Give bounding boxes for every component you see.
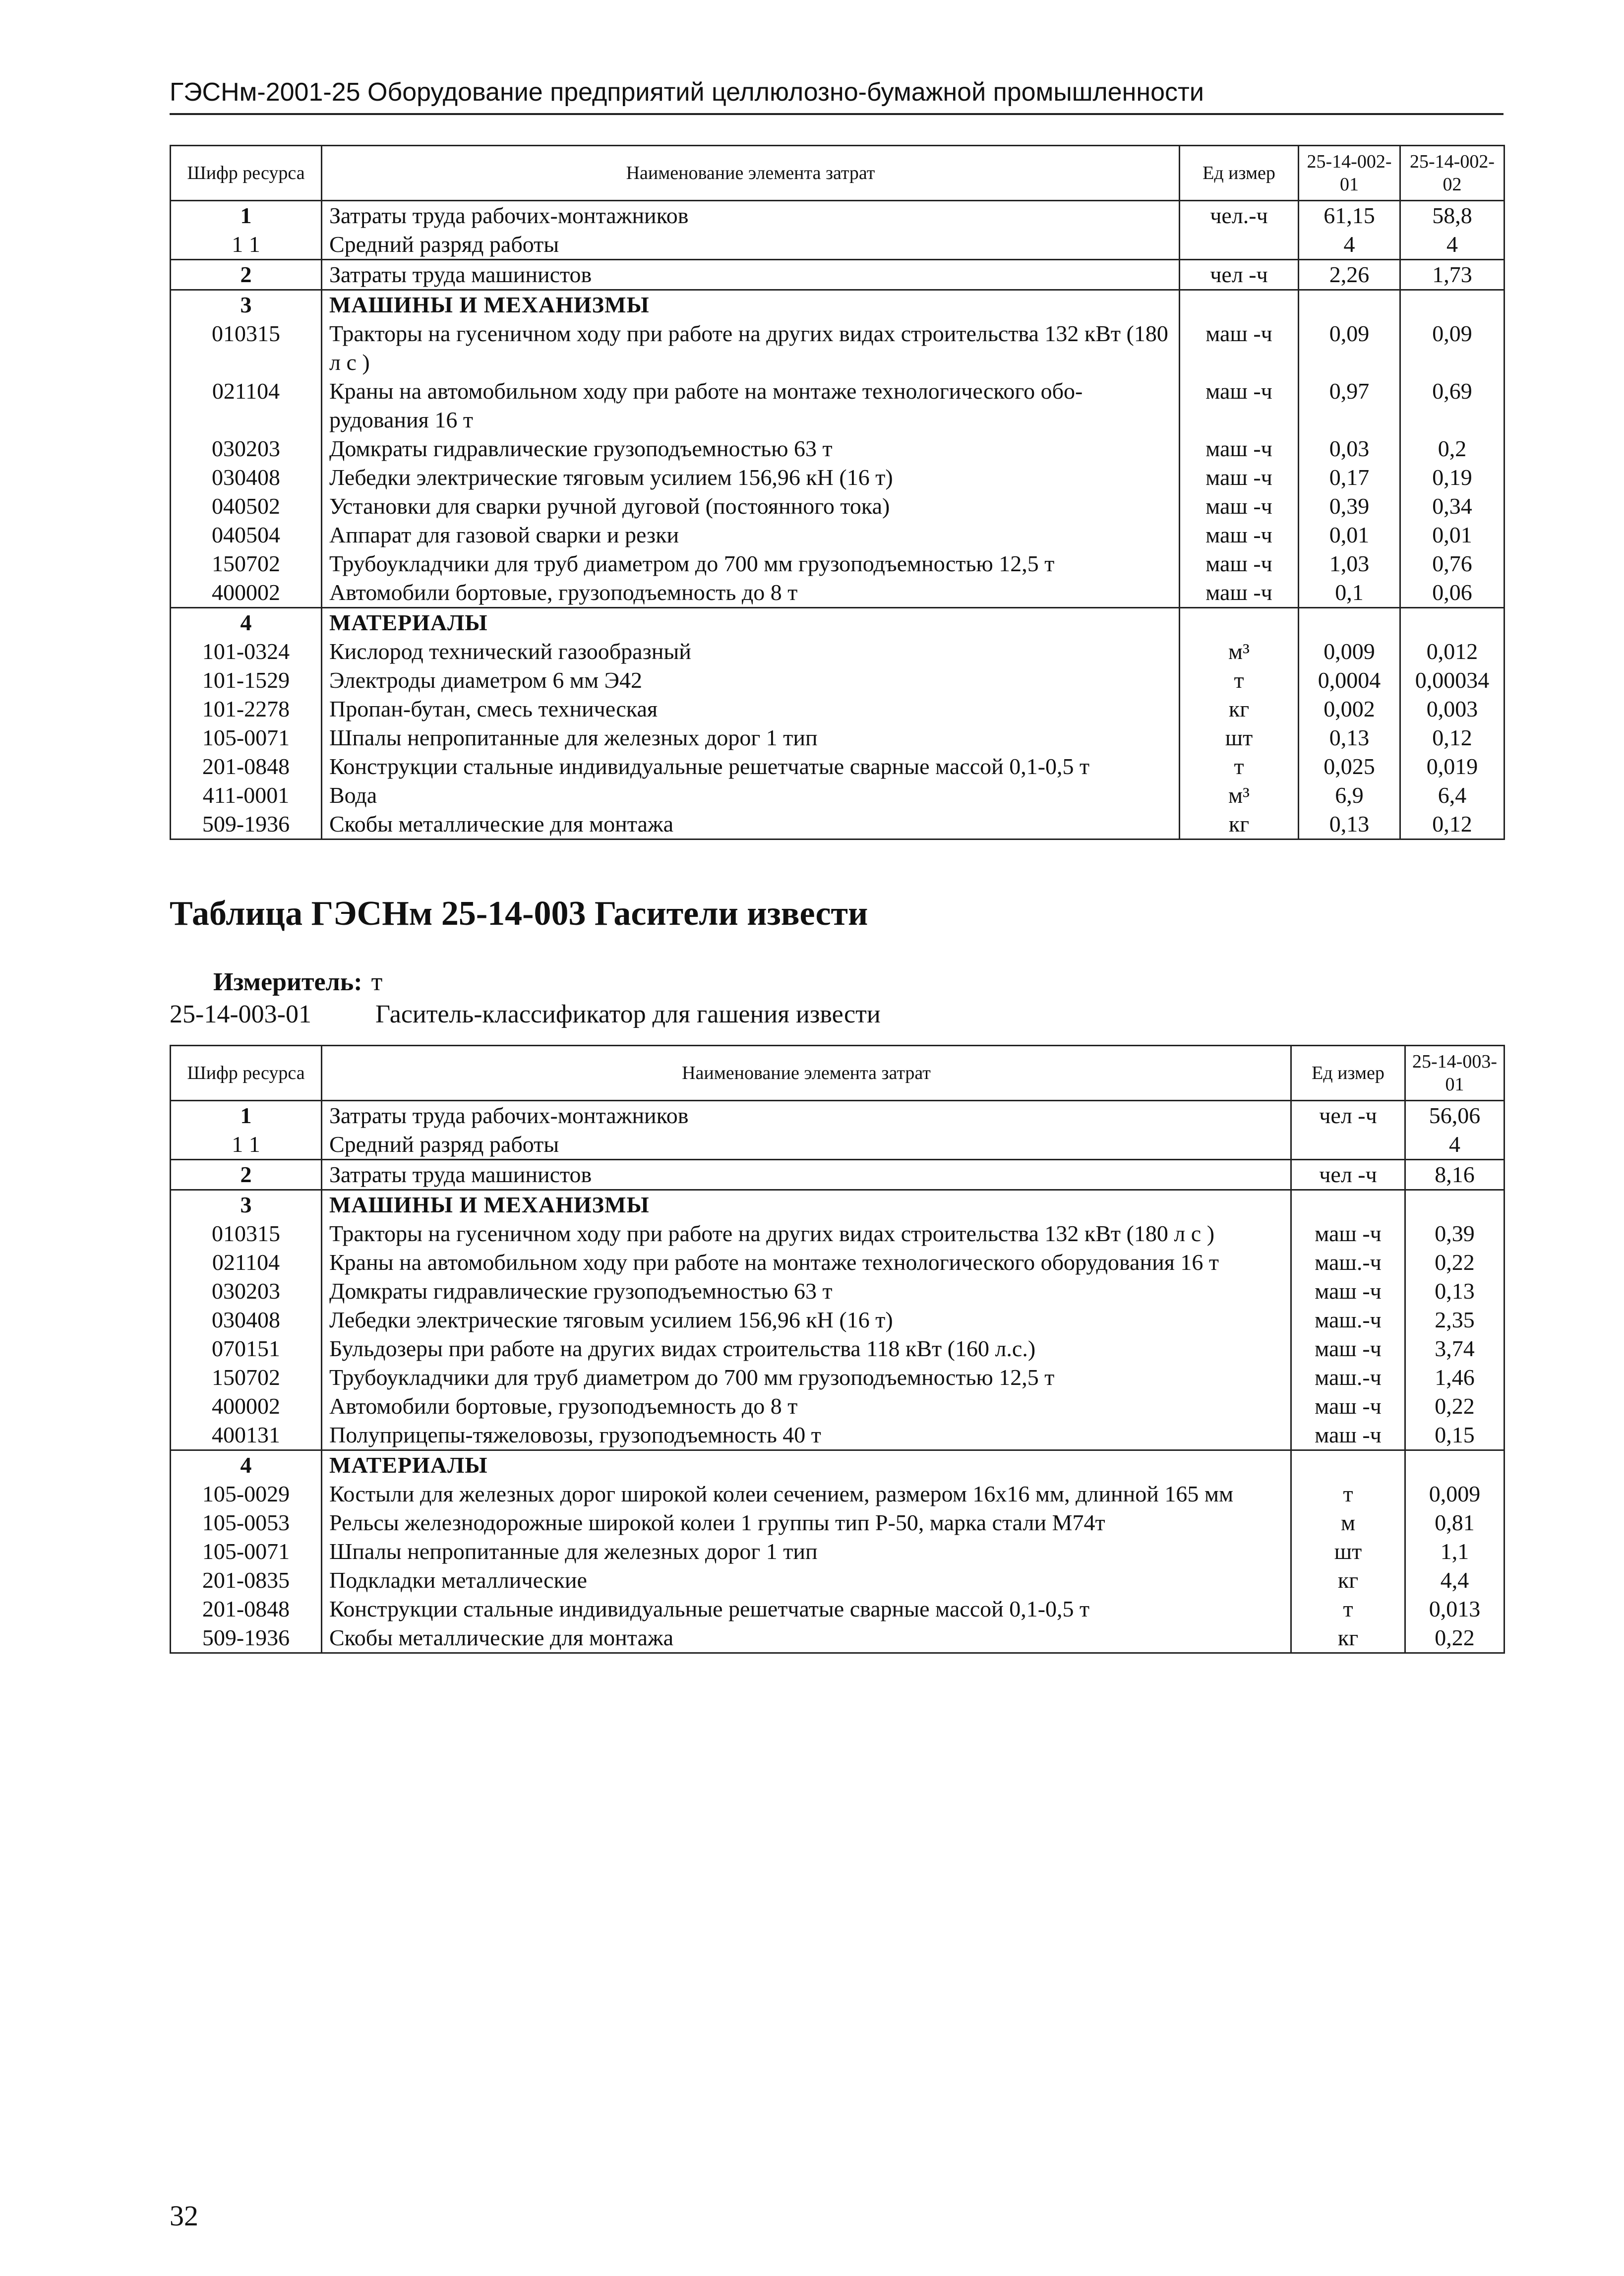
table-row <box>171 1450 1504 1480</box>
cell-value-1: 0,013 <box>1405 1595 1504 1623</box>
cell-unit: маш -ч <box>1180 463 1299 492</box>
cell-unit: т <box>1180 752 1299 781</box>
cell-unit <box>1180 608 1299 638</box>
cell-value-1: 4,4 <box>1405 1566 1504 1595</box>
cell-name: Конструкции стальные индивидуальные решетчатые сварные массой 0,1-0,5 т <box>322 1595 1291 1623</box>
column-header-code: Шифр ресурса <box>171 1046 322 1101</box>
cell-name: Затраты труда рабочих-монтажников <box>322 201 1180 231</box>
meter-value: т <box>371 968 383 996</box>
cell-value-1 <box>1299 608 1400 638</box>
position-line <box>170 1002 881 1027</box>
cell-value-1: 0,22 <box>1405 1623 1504 1653</box>
column-header-unit: Ед измер <box>1291 1046 1405 1101</box>
cell-name: Кислород технический газообразный <box>322 637 1180 666</box>
cell-code: 2 <box>171 1160 322 1190</box>
page-number: 32 <box>170 2200 198 2232</box>
cell-code: 3 <box>171 1190 322 1220</box>
cell-name: Краны на автомобильном ходу при работе на монтаже технологического обо-рудования 16 т <box>322 377 1180 434</box>
table-row <box>171 1595 1504 1623</box>
table-row <box>171 1190 1504 1220</box>
cell-value-1: 0,01 <box>1299 521 1400 549</box>
cell-code: 010315 <box>171 319 322 377</box>
cell-value-1: 0,81 <box>1405 1508 1504 1537</box>
cell-value-2: 0,12 <box>1400 723 1504 752</box>
cell-code: 105-0053 <box>171 1508 322 1537</box>
cell-code: 201-0835 <box>171 1566 322 1595</box>
cell-code: 101-1529 <box>171 666 322 695</box>
cell-value-2: 0,76 <box>1400 549 1504 578</box>
cell-name: Шпалы непропитанные для железных дорог 1 тип <box>322 1537 1291 1566</box>
cell-name: Костыли для железных дорог широкой колеи сечением, размером 16х16 мм, длинной 165 мм <box>322 1480 1291 1508</box>
table-row <box>171 521 1504 549</box>
cell-name: Домкраты гидравлические грузоподъемностью 63 т <box>322 434 1180 463</box>
cell-code: 030408 <box>171 1306 322 1334</box>
cell-name: Автомобили бортовые, грузоподъемность до 8 т <box>322 578 1180 608</box>
cell-name: Лебедки электрические тяговым усилием 156,96 кН (16 т) <box>322 463 1180 492</box>
table-row <box>171 1623 1504 1653</box>
cell-code: 400002 <box>171 1392 322 1421</box>
cell-code: 150702 <box>171 1363 322 1392</box>
table-row <box>171 695 1504 723</box>
cell-value-1: 0,13 <box>1299 810 1400 839</box>
cell-name: Тракторы на гусеничном ходу при работе на других видах строительства 132 кВт (180 л с ) <box>322 1219 1291 1248</box>
table-row <box>171 319 1504 377</box>
table-row <box>171 1508 1504 1537</box>
cell-unit: маш -ч <box>1291 1392 1405 1421</box>
cell-unit: маш -ч <box>1180 434 1299 463</box>
cell-name: Пропан-бутан, смесь техническая <box>322 695 1180 723</box>
cell-unit: маш -ч <box>1180 319 1299 377</box>
cell-unit: т <box>1291 1595 1405 1623</box>
table-body <box>171 201 1504 839</box>
cell-name: МАШИНЫ И МЕХАНИЗМЫ <box>322 290 1180 320</box>
cell-code: 1 1 <box>171 230 322 260</box>
table-row <box>171 1248 1504 1277</box>
cell-name: Автомобили бортовые, грузоподъемность до 8 т <box>322 1392 1291 1421</box>
cell-unit <box>1180 290 1299 320</box>
cell-name: Затраты труда рабочих-монтажников <box>322 1101 1291 1131</box>
position-name: Гаситель-классификатор для гашения извести <box>375 1000 881 1028</box>
cell-unit: т <box>1180 666 1299 695</box>
cell-value-2: 0,12 <box>1400 810 1504 839</box>
cell-code: 105-0029 <box>171 1480 322 1508</box>
column-header-position-1: 25-14-002-01 <box>1299 146 1400 201</box>
cell-value-1: 2,26 <box>1299 260 1400 290</box>
cell-unit: м <box>1291 1508 1405 1537</box>
cell-name: Трубоукладчики для труб диаметром до 700 мм грузоподъемностью 12,5 т <box>322 549 1180 578</box>
cell-unit: маш.-ч <box>1291 1248 1405 1277</box>
table-row <box>171 1363 1504 1392</box>
cell-value-2: 0,2 <box>1400 434 1504 463</box>
table-row <box>171 1392 1504 1421</box>
table-row <box>171 810 1504 839</box>
cell-value-2: 58,8 <box>1400 201 1504 231</box>
table-header-row <box>171 1046 1504 1101</box>
cell-code: 101-0324 <box>171 637 322 666</box>
cell-value-1 <box>1299 290 1400 320</box>
table-row <box>171 1480 1504 1508</box>
cell-unit: кг <box>1180 695 1299 723</box>
cell-unit: маш -ч <box>1180 492 1299 521</box>
cell-name: Средний разряд работы <box>322 1130 1291 1160</box>
cell-code: 030203 <box>171 434 322 463</box>
cell-value-1: 0,13 <box>1405 1277 1504 1306</box>
cell-name: МАТЕРИАЛЫ <box>322 1450 1291 1480</box>
table-title: Таблица ГЭСНм 25-14-003 Гасители извести <box>170 895 868 933</box>
table-row <box>171 637 1504 666</box>
cell-unit: кг <box>1180 810 1299 839</box>
cell-unit: шт <box>1291 1537 1405 1566</box>
cell-value-2: 0,19 <box>1400 463 1504 492</box>
cell-value-2: 0,01 <box>1400 521 1504 549</box>
cell-code: 030203 <box>171 1277 322 1306</box>
cell-code: 150702 <box>171 549 322 578</box>
table-row <box>171 1537 1504 1566</box>
cell-name: Бульдозеры при работе на других видах строительства 118 кВт (160 л.с.) <box>322 1334 1291 1363</box>
table-row <box>171 1421 1504 1450</box>
cell-unit: маш.-ч <box>1291 1306 1405 1334</box>
cell-code: 4 <box>171 608 322 638</box>
meter-line <box>213 969 382 995</box>
cell-unit: маш -ч <box>1291 1334 1405 1363</box>
cell-code: 021104 <box>171 377 322 434</box>
cell-value-2 <box>1400 608 1504 638</box>
cell-code: 1 1 <box>171 1130 322 1160</box>
cell-value-1 <box>1405 1190 1504 1220</box>
cell-value-1: 1,1 <box>1405 1537 1504 1566</box>
cell-value-1: 0,13 <box>1299 723 1400 752</box>
cell-name: Конструкции стальные индивидуальные решетчатые сварные массой 0,1-0,5 т <box>322 752 1180 781</box>
cell-unit <box>1291 1130 1405 1160</box>
cell-value-1: 6,9 <box>1299 781 1400 810</box>
cell-name: Шпалы непропитанные для железных дорог 1 тип <box>322 723 1180 752</box>
table-row <box>171 1334 1504 1363</box>
cell-unit: маш -ч <box>1291 1421 1405 1450</box>
cell-name: Домкраты гидравлические грузоподъемностью 63 т <box>322 1277 1291 1306</box>
cell-value-2: 1,73 <box>1400 260 1504 290</box>
cell-value-1: 0,22 <box>1405 1248 1504 1277</box>
cell-code: 040502 <box>171 492 322 521</box>
cell-value-2: 0,09 <box>1400 319 1504 377</box>
cell-unit: шт <box>1180 723 1299 752</box>
cell-unit: маш -ч <box>1180 549 1299 578</box>
cell-unit <box>1180 230 1299 260</box>
cell-name: Трубоукладчики для труб диаметром до 700 мм грузоподъемностью 12,5 т <box>322 1363 1291 1392</box>
cell-value-1: 61,15 <box>1299 201 1400 231</box>
cell-value-1: 0,97 <box>1299 377 1400 434</box>
cell-value-1: 2,35 <box>1405 1306 1504 1334</box>
cell-unit: м³ <box>1180 637 1299 666</box>
cell-value-1: 0,1 <box>1299 578 1400 608</box>
column-header-name: Наименование элемента затрат <box>322 146 1180 201</box>
cell-name: Электроды диаметром 6 мм Э42 <box>322 666 1180 695</box>
resource-table-25-14-003 <box>170 1045 1505 1654</box>
table-row <box>171 608 1504 638</box>
table-row <box>171 463 1504 492</box>
table-row <box>171 201 1504 231</box>
cell-value-2: 0,00034 <box>1400 666 1504 695</box>
cell-code: 105-0071 <box>171 1537 322 1566</box>
table-row <box>171 1219 1504 1248</box>
cell-value-1: 4 <box>1299 230 1400 260</box>
cell-value-2: 0,06 <box>1400 578 1504 608</box>
cell-value-2: 0,012 <box>1400 637 1504 666</box>
cell-value-2: 0,019 <box>1400 752 1504 781</box>
cell-unit: маш -ч <box>1180 521 1299 549</box>
cell-unit: кг <box>1291 1566 1405 1595</box>
table-row <box>171 290 1504 320</box>
table-row <box>171 1101 1504 1131</box>
cell-code: 101-2278 <box>171 695 322 723</box>
cell-name: МАТЕРИАЛЫ <box>322 608 1180 638</box>
cell-value-1: 0,39 <box>1405 1219 1504 1248</box>
cell-name: Вода <box>322 781 1180 810</box>
resource-table-25-14-002 <box>170 145 1505 840</box>
cell-code: 411-0001 <box>171 781 322 810</box>
cell-unit <box>1291 1450 1405 1480</box>
cell-name: Скобы металлические для монтажа <box>322 810 1180 839</box>
cell-name: Установки для сварки ручной дуговой (постоянного тока) <box>322 492 1180 521</box>
cell-code: 201-0848 <box>171 752 322 781</box>
cell-unit: маш -ч <box>1291 1277 1405 1306</box>
cell-value-2: 4 <box>1400 230 1504 260</box>
cell-value-1: 0,09 <box>1299 319 1400 377</box>
cell-value-1: 0,009 <box>1405 1480 1504 1508</box>
cell-unit: кг <box>1291 1623 1405 1653</box>
table-row <box>171 723 1504 752</box>
cell-value-2: 0,69 <box>1400 377 1504 434</box>
table-row <box>171 549 1504 578</box>
cell-name: Полуприцепы-тяжеловозы, грузоподъемность 40 т <box>322 1421 1291 1450</box>
cell-code: 4 <box>171 1450 322 1480</box>
cell-value-1: 0,39 <box>1299 492 1400 521</box>
column-header-position-2: 25-14-002-02 <box>1400 146 1504 201</box>
cell-value-1: 0,0004 <box>1299 666 1400 695</box>
cell-name: Тракторы на гусеничном ходу при работе на других видах строительства 132 кВт (180 л с ) <box>322 319 1180 377</box>
cell-name: Затраты труда машинистов <box>322 1160 1291 1190</box>
cell-name: Рельсы железнодорожные широкой колеи 1 группы тип Р-50, марка стали М74т <box>322 1508 1291 1537</box>
cell-value-1: 0,15 <box>1405 1421 1504 1450</box>
cell-code: 1 <box>171 201 322 231</box>
cell-value-1: 0,009 <box>1299 637 1400 666</box>
cell-value-2: 6,4 <box>1400 781 1504 810</box>
cell-value-1: 0,002 <box>1299 695 1400 723</box>
cell-name: МАШИНЫ И МЕХАНИЗМЫ <box>322 1190 1291 1220</box>
column-header-code: Шифр ресурса <box>171 146 322 201</box>
table-row <box>171 752 1504 781</box>
column-header-name: Наименование элемента затрат <box>322 1046 1291 1101</box>
column-header-position-1: 25-14-003-01 <box>1405 1046 1504 1101</box>
cell-name: Лебедки электрические тяговым усилием 156,96 кН (16 т) <box>322 1306 1291 1334</box>
cell-value-1: 56,06 <box>1405 1101 1504 1131</box>
cell-unit <box>1291 1190 1405 1220</box>
cell-value-1: 4 <box>1405 1130 1504 1160</box>
cell-unit: чел -ч <box>1291 1101 1405 1131</box>
table-row <box>171 1277 1504 1306</box>
table-body <box>171 1101 1504 1653</box>
table-row <box>171 1160 1504 1190</box>
table-row <box>171 578 1504 608</box>
cell-code: 400002 <box>171 578 322 608</box>
cell-code: 030408 <box>171 463 322 492</box>
cell-name: Скобы металлические для монтажа <box>322 1623 1291 1653</box>
position-code: 25-14-003-01 <box>170 1000 311 1028</box>
cell-name: Затраты труда машинистов <box>322 260 1180 290</box>
cell-code: 010315 <box>171 1219 322 1248</box>
cell-value-2: 0,34 <box>1400 492 1504 521</box>
cell-code: 1 <box>171 1101 322 1131</box>
cell-unit: маш.-ч <box>1291 1363 1405 1392</box>
cell-unit: маш -ч <box>1291 1219 1405 1248</box>
cell-name: Подкладки металлические <box>322 1566 1291 1595</box>
cell-value-1 <box>1405 1450 1504 1480</box>
cell-name: Краны на автомобильном ходу при работе на монтаже технологического оборудования 16 т <box>322 1248 1291 1277</box>
cell-value-1: 0,17 <box>1299 463 1400 492</box>
cell-value-2: 0,003 <box>1400 695 1504 723</box>
cell-name: Средний разряд работы <box>322 230 1180 260</box>
cell-unit: чел -ч <box>1180 260 1299 290</box>
table-header-row <box>171 146 1504 201</box>
cell-value-2 <box>1400 290 1504 320</box>
cell-value-1: 0,22 <box>1405 1392 1504 1421</box>
cell-value-1: 0,025 <box>1299 752 1400 781</box>
table-row <box>171 781 1504 810</box>
cell-value-1: 8,16 <box>1405 1160 1504 1190</box>
cell-unit: м³ <box>1180 781 1299 810</box>
cell-unit: маш -ч <box>1180 578 1299 608</box>
cell-code: 2 <box>171 260 322 290</box>
cell-value-1: 0,03 <box>1299 434 1400 463</box>
cell-name: Аппарат для газовой сварки и резки <box>322 521 1180 549</box>
cell-code: 021104 <box>171 1248 322 1277</box>
cell-unit: чел.-ч <box>1180 201 1299 231</box>
table-row <box>171 230 1504 260</box>
table-row <box>171 666 1504 695</box>
table-row <box>171 1306 1504 1334</box>
cell-code: 400131 <box>171 1421 322 1450</box>
cell-code: 070151 <box>171 1334 322 1363</box>
cell-code: 201-0848 <box>171 1595 322 1623</box>
column-header-unit: Ед измер <box>1180 146 1299 201</box>
table-row <box>171 1566 1504 1595</box>
meter-label: Измеритель: <box>213 968 362 996</box>
cell-unit: чел -ч <box>1291 1160 1405 1190</box>
cell-value-1: 3,74 <box>1405 1334 1504 1363</box>
table-row <box>171 434 1504 463</box>
cell-code: 040504 <box>171 521 322 549</box>
cell-code: 105-0071 <box>171 723 322 752</box>
cell-value-1: 1,03 <box>1299 549 1400 578</box>
cell-code: 3 <box>171 290 322 320</box>
cell-code: 509-1936 <box>171 810 322 839</box>
table-row <box>171 377 1504 434</box>
running-header: ГЭСНм-2001-25 Оборудование предприятий целлюлозно-бумажной промышленности <box>170 79 1504 115</box>
table-row <box>171 1130 1504 1160</box>
cell-code: 509-1936 <box>171 1623 322 1653</box>
cell-value-1: 1,46 <box>1405 1363 1504 1392</box>
cell-unit: маш -ч <box>1180 377 1299 434</box>
table-row <box>171 492 1504 521</box>
cell-unit: т <box>1291 1480 1405 1508</box>
table-row <box>171 260 1504 290</box>
